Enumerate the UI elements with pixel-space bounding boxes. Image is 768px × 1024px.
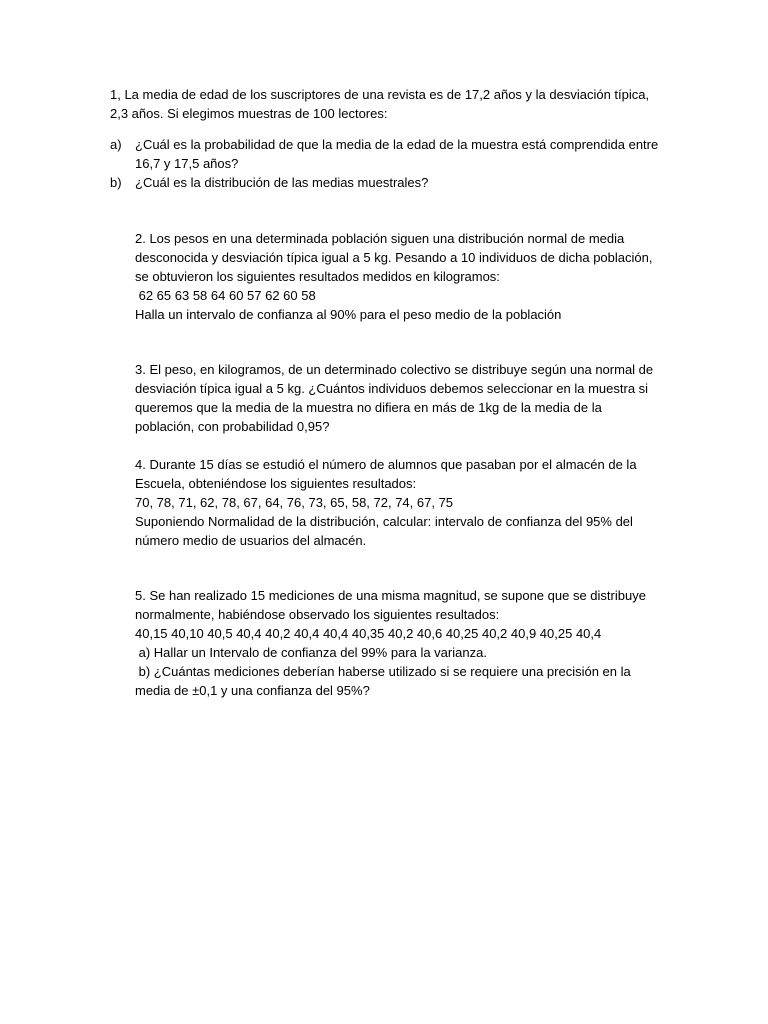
problem-4-line: Escuela, obteniéndose los siguientes resultados: <box>135 476 417 491</box>
problem-1-line: 1, La media de edad de los suscriptores de una revista es de 17,2 años y la desviación típica, <box>110 87 650 102</box>
problem-5-line: 5. Se han realizado 15 mediciones de una misma magnitud, se supone que se distribuye <box>135 588 646 603</box>
problem-1-line: 2,3 años. Si elegimos muestras de 100 lectores: <box>110 106 388 121</box>
item-line: ¿Cuál es la distribución de las medias muestrales? <box>135 175 429 190</box>
problem-4-data: 70, 78, 71, 62, 78, 67, 64, 76, 73, 65, 58, 72, 74, 67, 75 <box>135 495 454 510</box>
problem-3-line: desviación típica igual a 5 kg. ¿Cuántos individuos debemos seleccionar en la muestra si <box>135 381 649 396</box>
problem-5-line: b) ¿Cuántas mediciones deberían haberse utilizado si se requiere una precisión en la <box>135 664 631 679</box>
problem-5-line: normalmente, habiéndose observado los siguientes resultados: <box>135 607 500 622</box>
problem-4-line: 4. Durante 15 días se estudió el número de alumnos que pasaban por el almacén de la <box>135 457 637 472</box>
problem-2-line: 2. Los pesos en una determinada población siguen una distribución normal de media <box>135 231 625 246</box>
item-marker: a) <box>110 137 122 152</box>
problem-4-line: número medio de usuarios del almacén. <box>135 533 367 548</box>
problem-3-statement <box>135 360 653 436</box>
problem-2-data: 62 65 63 58 64 60 57 62 60 58 <box>135 288 316 303</box>
problem-3-line: población, con probabilidad 0,95? <box>135 419 330 434</box>
problem-3-line: queremos que la media de la muestra no difiera en más de 1kg de la media de la <box>135 400 602 415</box>
item-marker: b) <box>110 175 122 190</box>
item-line: 16,7 y 17,5 años? <box>135 156 239 171</box>
problem-4-line: Suponiendo Normalidad de la distribución, calcular: intervalo de confianza del 95% del <box>135 514 633 529</box>
problem-4-statement <box>135 455 637 550</box>
item-line: ¿Cuál es la probabilidad de que la media de la edad de la muestra está comprendida entre <box>135 137 659 152</box>
problem-2-line: se obtuvieron los siguientes resultados medidos en kilogramos: <box>135 269 500 284</box>
problem-5-line: a) Hallar un Intervalo de confianza del 99% para la varianza. <box>135 645 487 660</box>
problem-5-statement <box>135 586 646 700</box>
problem-3-line: 3. El peso, en kilogramos, de un determinado colectivo se distribuye según una normal de <box>135 362 654 377</box>
problem-1-statement <box>110 85 649 123</box>
problem-2-statement <box>135 229 652 324</box>
problem-5-line: media de ±0,1 y una confianza del 95%? <box>135 683 370 698</box>
problem-5-data: 40,15 40,10 40,5 40,4 40,2 40,4 40,4 40,35 40,2 40,6 40,25 40,2 40,9 40,25 40,4 <box>135 626 602 641</box>
problem-2-line: Halla un intervalo de confianza al 90% para el peso medio de la población <box>135 307 562 322</box>
item-text <box>135 135 658 173</box>
problem-2-line: desconocida y desviación típica igual a 5 kg. Pesando a 10 individuos de dicha población, <box>135 250 653 265</box>
item-text <box>135 173 428 192</box>
